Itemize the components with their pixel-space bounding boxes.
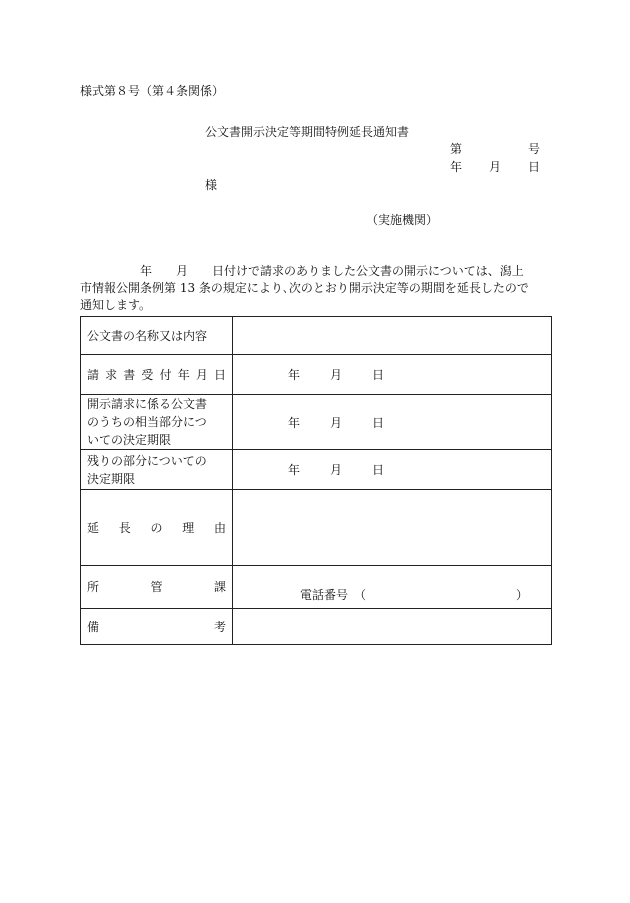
addressee-suffix: 様 [205,178,218,192]
label-remarks: 備 考 [81,609,233,645]
remaining-day: 日 [372,463,385,477]
label-receipt-date: 請 求 書 受 付 年 月 日 [81,355,233,395]
row-document-name [81,317,552,355]
document-title: 公文書開示決定等期間特例延長通知書 [205,125,410,139]
header-date-month: 月 [489,160,502,174]
value-document-name [233,317,552,355]
body-line-2: 市情報公開条例第 13 条の規定により､次のとおり開示決定等の期間を延長したので [80,281,529,295]
partial-month: 月 [330,415,343,430]
number-suffix: 号 [528,142,541,156]
number-prefix: 第 [450,142,463,156]
notice-table [80,316,552,645]
value-remarks [233,609,552,645]
remaining-month: 月 [330,463,343,477]
tel-open-paren: （ [354,588,367,602]
value-receipt-date [233,355,552,395]
value-department [233,566,552,609]
form-number: 様式第８号（第４条関係） [80,84,225,98]
row-partial-deadline [81,395,552,450]
value-remaining-deadline [233,450,552,490]
agency-label: （実施機関） [366,213,439,227]
partial-day: 日 [372,415,385,430]
receipt-day: 日 [372,368,385,382]
row-remaining-deadline [81,450,552,490]
label-document-name: 公文書の名称又は内容 [81,317,233,355]
partial-year: 年 [288,415,301,430]
value-extension-reason [233,490,552,566]
header-date-year: 年 [450,160,463,174]
row-department [81,566,552,609]
receipt-month: 月 [330,368,343,382]
header-date-day: 日 [528,160,541,174]
tel-label: 電話番号 [300,588,349,602]
row-remarks [81,609,552,645]
label-remaining-deadline: 残りの部分についての 決定期限 [81,450,233,490]
body-paragraph [80,263,556,314]
remaining-year: 年 [288,463,301,477]
value-partial-deadline [233,395,552,450]
row-receipt-date [81,355,552,395]
body-line-3: 通知します。 [80,298,152,312]
receipt-year: 年 [288,368,301,382]
row-extension-reason [81,490,552,566]
tel-close-paren: ） [516,588,529,602]
body-line-1: 年 月 日付けで請求のありました公文書の開示については、潟上 [80,264,524,278]
label-department: 所 管 課 [81,566,233,609]
label-extension-reason: 延 長 の 理 由 [81,490,233,566]
label-partial-deadline: 開示請求に係る公文書 のうちの相当部分につ いての決定期限 [81,395,233,450]
